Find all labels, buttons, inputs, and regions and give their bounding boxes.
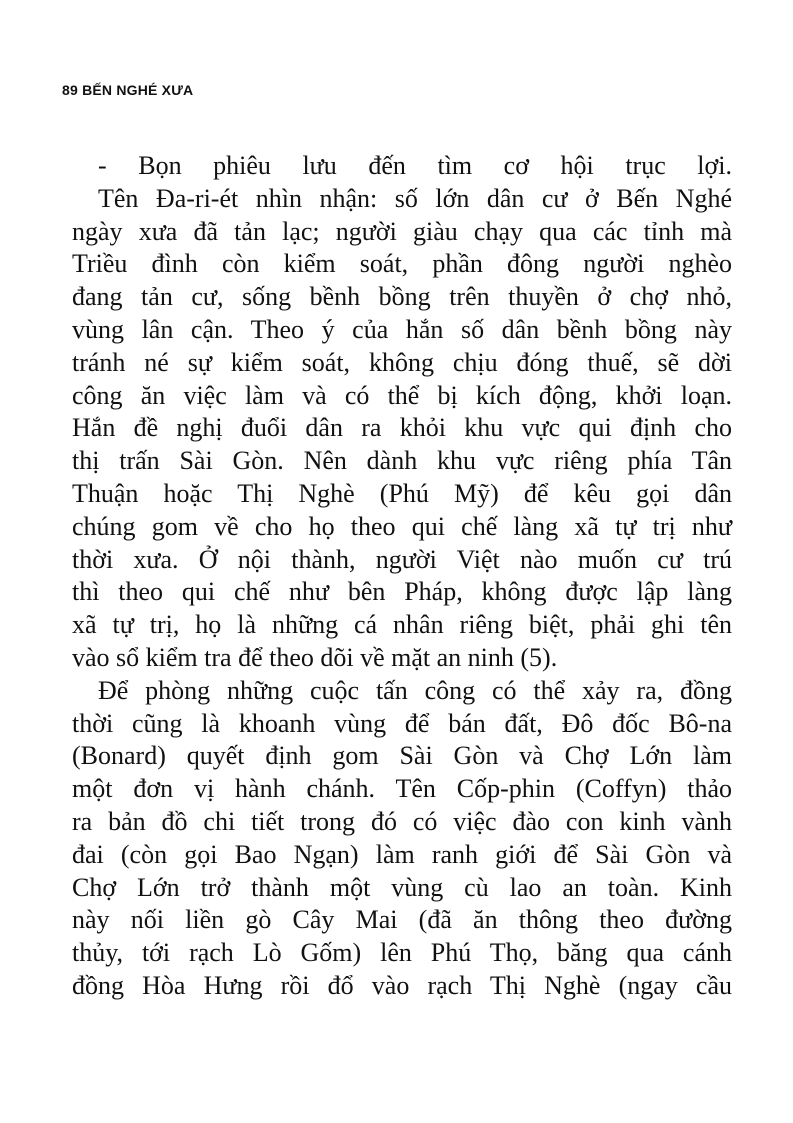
text-line: một đơn vị hành chánh. Tên Cốp-phin (Coffyn) thảo: [72, 774, 732, 804]
text-line: (Bonard) quyết định gom Sài Gòn và Chợ Lớn làm: [72, 741, 732, 771]
text-line: đồng Hòa Hưng rồi đổ vào rạch Thị Nghè (ngay cầu: [72, 970, 732, 1000]
text-line: vùng lân cận. Theo ý của hắn số dân bềnh bồng này: [72, 314, 732, 344]
page-number: 89: [62, 82, 78, 98]
text-line: xã tự trị, họ là những cá nhân riêng biệt, phải ghi tên: [72, 610, 732, 640]
text-line: công ăn việc làm và có thể bị kích động, khởi loạn.: [72, 380, 732, 410]
running-title: BẾN NGHÉ XƯA: [82, 82, 194, 98]
text-line: chúng gom về cho họ theo qui chế làng xã tự trị như: [72, 511, 732, 541]
text-line: tránh né sự kiểm soát, không chịu đóng thuế, sẽ dời: [72, 347, 732, 377]
text-line: thì theo qui chế như bên Pháp, không được lập làng: [72, 577, 732, 607]
text-line: đang tản cư, sống bềnh bồng trên thuyền ở chợ nhỏ,: [72, 282, 732, 312]
running-head: [62, 82, 193, 98]
text-line: Triều đình còn kiểm soát, phần đông người nghèo: [72, 249, 732, 279]
text-line: vào sổ kiểm tra để theo dõi về mặt an ninh (5).: [72, 642, 558, 672]
text-line: Để phòng những cuộc tấn công có thể xảy ra, đồng: [98, 675, 732, 705]
text-line: Chợ Lớn trở thành một vùng cù lao an toàn. Kinh: [72, 872, 732, 902]
text-line: đai (còn gọi Bao Ngạn) làm ranh giới để Sài Gòn và: [72, 839, 732, 869]
text-line: ngày xưa đã tản lạc; người giàu chạy qua các tỉnh mà: [72, 216, 732, 246]
text-line: Thuận hoặc Thị Nghè (Phú Mỹ) để kêu gọi dân: [72, 478, 732, 508]
text-line: thị trấn Sài Gòn. Nên dành khu vực riêng phía Tân: [72, 446, 732, 476]
text-line: thời cũng là khoanh vùng để bán đất, Đô đốc Bô-na: [72, 708, 732, 738]
text-line: - Bọn phiêu lưu đến tìm cơ hội trục lợi.: [98, 151, 732, 180]
text-line: này nối liền gò Cây Mai (đã ăn thông theo đường: [72, 905, 732, 935]
body-text: [72, 150, 732, 1003]
text-line: thời xưa. Ở nội thành, người Việt nào muốn cư trú: [72, 544, 732, 574]
text-line: Hắn đề nghị đuổi dân ra khỏi khu vực qui định cho: [72, 413, 732, 443]
text-line: thủy, tới rạch Lò Gốm) lên Phú Thọ, băng qua cánh: [72, 938, 732, 968]
text-line: Tên Đa-ri-ét nhìn nhận: số lớn dân cư ở Bến Nghé: [98, 183, 732, 213]
text-line: ra bản đồ chi tiết trong đó có việc đào con kinh vành: [72, 806, 732, 836]
